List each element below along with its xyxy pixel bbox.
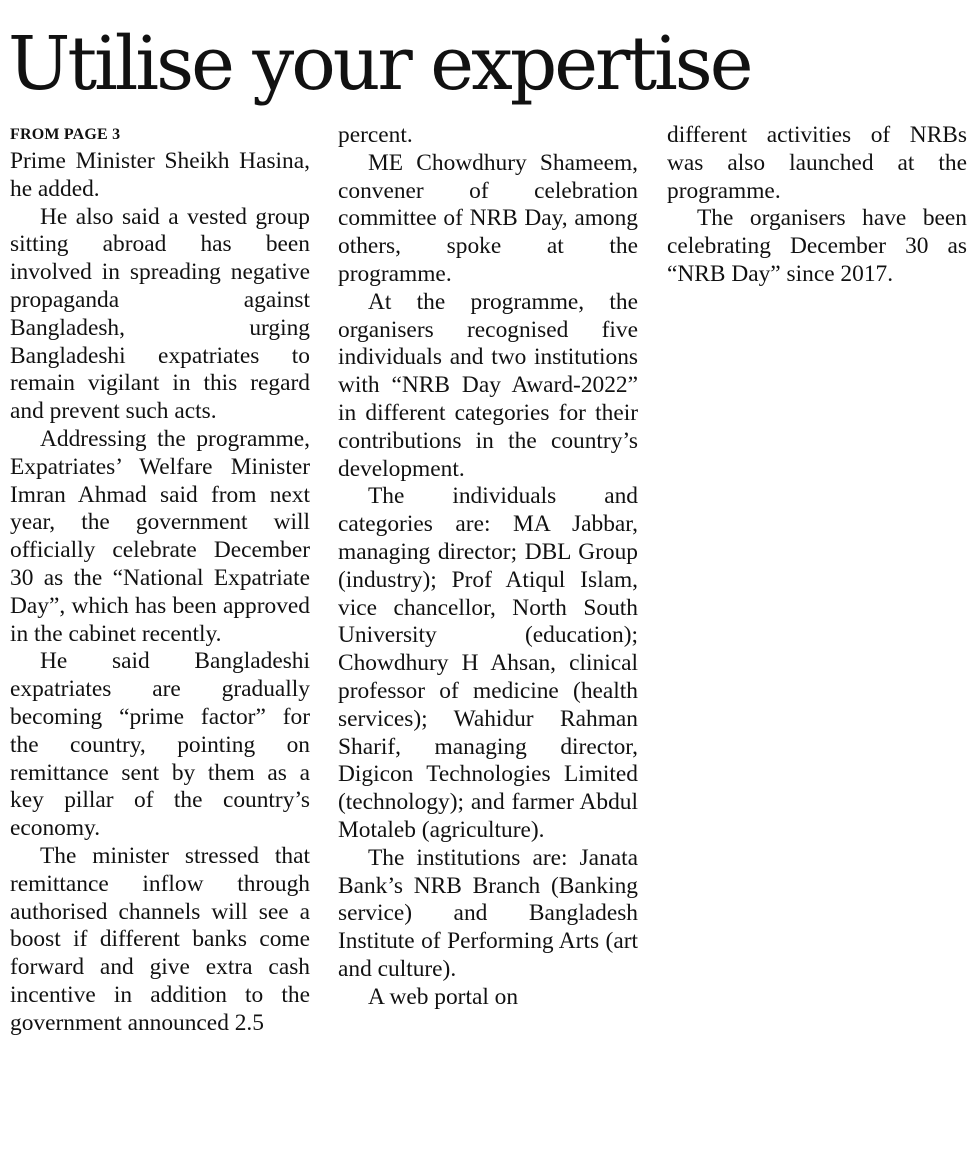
paragraph: He also said a vested group sitting abroad has been involved in spreading negative propaganda against Bangladesh, urging Bangladeshi expatriates to remain vigilant in this regard and prevent such acts.: [10, 203, 310, 425]
article-column-2: [338, 122, 638, 1012]
paragraph: percent.: [338, 122, 413, 148]
paragraph: The individuals and categories are: MA Jabbar, managing director; DBL Group (industry); Prof Atiqul Islam, vice chancellor, North South University (education); Chowdhury H Ahsan, clinical professor of medicine (health services); Wahidur Rahman Sharif, managing director, Digicon Technologies Limited (technology); and farmer Abdul Motaleb (agriculture).: [338, 483, 638, 843]
paragraph: different activities of NRBs was also launched at the programme.: [667, 122, 967, 204]
headline: Utilise your expertise: [8, 21, 751, 107]
paragraph: Prime Minister Sheikh Hasina, he added.: [10, 148, 310, 202]
article-column-1: [10, 122, 310, 1038]
paragraph: Addressing the programme, Expatriates’ Welfare Minister Imran Ahmad said from next year, the government will officially celebrate December 30 as the “National Expatriate Day”, which has been approved in the cabinet recently.: [10, 425, 310, 647]
paragraph: The institutions are: Janata Bank’s NRB Branch (Banking service) and Bangladesh Institute of Performing Arts (art and culture).: [338, 844, 638, 982]
continuation-kicker: FROM PAGE 3: [10, 126, 121, 143]
paragraph: At the programme, the organisers recognised five individuals and two institutions with “NRB Day Award-2022” in different categories for their contributions in the country’s development.: [338, 288, 638, 482]
paragraph: The organisers have been celebrating December 30 as “NRB Day” since 2017.: [667, 205, 967, 287]
paragraph: ME Chowdhury Shameem, convener of celebration committee of NRB Day, among others, spoke at the programme.: [338, 149, 638, 287]
paragraph: The minister stressed that remittance inflow through authorised channels will see a boost if different banks come forward and give extra cash incentive in addition to the government announced 2.5: [10, 842, 310, 1036]
paragraph: He said Bangladeshi expatriates are gradually becoming “prime factor” for the country, pointing on remittance sent by them as a key pillar of the country’s economy.: [10, 648, 310, 842]
paragraph: A web portal on: [368, 983, 519, 1010]
article-column-3: [667, 122, 967, 289]
